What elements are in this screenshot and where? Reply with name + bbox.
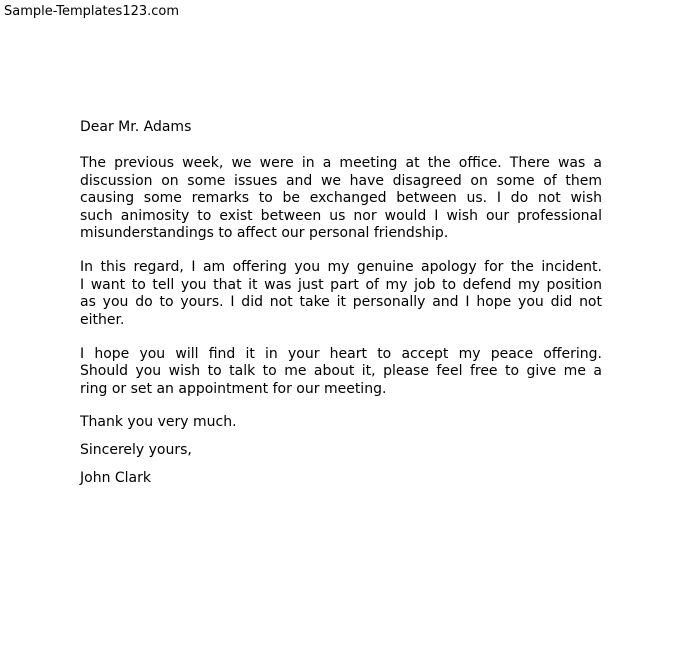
paragraph-line: as you do to yours. I did not take it personally and I hope you did not xyxy=(80,294,602,311)
salutation: Dear Mr. Adams xyxy=(80,119,192,135)
thank-you-line: Thank you very much. xyxy=(80,414,237,431)
paragraph-3 xyxy=(80,346,602,398)
signature-name: John Clark xyxy=(80,470,151,487)
paragraph-line: The previous week, we were in a meeting at the office. There was a xyxy=(80,155,602,172)
paragraph-2 xyxy=(80,259,602,329)
paragraph-line: I hope you will find it in your heart to accept my peace offering. xyxy=(80,346,602,363)
letter-body xyxy=(80,119,602,488)
site-watermark: Sample-Templates123.com xyxy=(4,4,180,19)
closing-line: Sincerely yours, xyxy=(80,441,192,458)
paragraph-line: ring or set an appointment for our meeting. xyxy=(80,380,387,397)
paragraph-line: either. xyxy=(80,311,125,328)
paragraph-line: such animosity to exist between us nor would I wish our professional xyxy=(80,207,602,224)
paragraph-line: I want to tell you that it was just part of my job to defend my position xyxy=(80,276,602,293)
paragraph-line: misunderstandings to affect our personal friendship. xyxy=(80,225,449,242)
paragraph-line: discussion on some issues and we have disagreed on some of them xyxy=(80,172,602,189)
paragraph-line: causing some remarks to be exchanged between us. I do not wish xyxy=(80,190,602,207)
paragraph-line: In this regard, I am offering you my genuine apology for the incident. xyxy=(80,259,602,276)
paragraph-line: Should you wish to talk to me about it, please feel free to give me a xyxy=(80,363,602,380)
paragraph-1 xyxy=(80,155,602,242)
